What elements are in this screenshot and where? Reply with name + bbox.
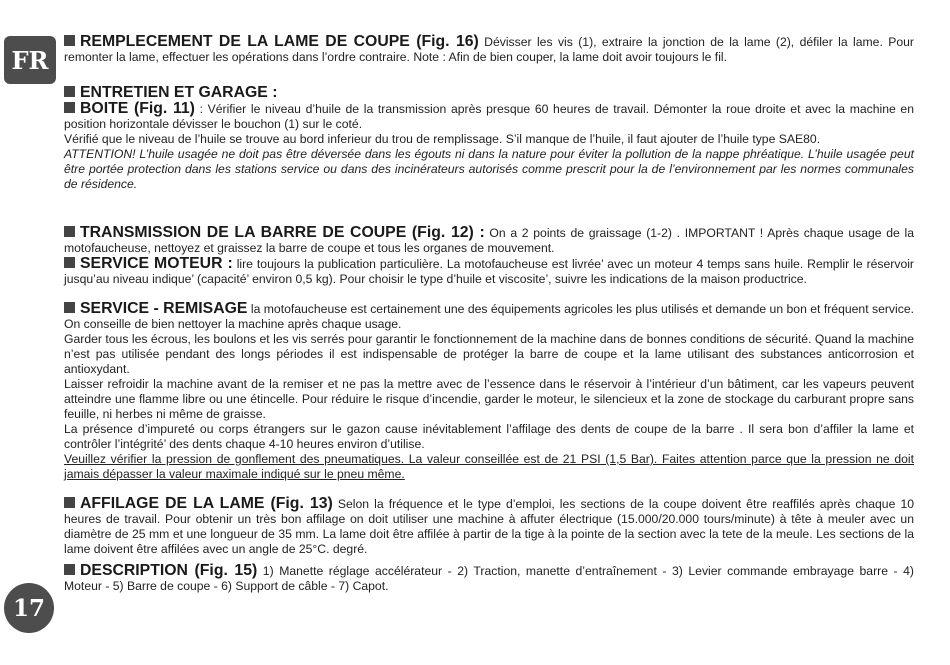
section-heading: SERVICE MOTEUR :	[80, 255, 233, 272]
section-entretien	[64, 85, 914, 192]
section-affilage	[64, 496, 914, 557]
section-heading: ENTRETIEN ET GARAGE :	[80, 84, 278, 101]
bullet-square-icon	[64, 497, 75, 508]
section-text: : Vérifier le niveau d’huile de la transmission après presque 60 heures de travail. Démonter la roue droite et avec la machine en position horizontale dévisser le bouchon (1) sur le coté.	[64, 102, 914, 131]
section-remisage	[64, 301, 914, 482]
section-remplacement	[64, 34, 914, 65]
section-text: Laisser refroidir la machine avant de la remiser et ne pas la mettre avec de l’essence dans le réservoir à l’intérieur d’un bâtiment, car les vapeurs peuvent atteindre une flamme libre ou une étincelle. Pour réduire le risque d’incendie, garder le moteur, le silencieux et la zone de stockage du carburant propre sans feuille, ni herbes ni même de graisse.	[64, 377, 914, 421]
bullet-square-icon	[64, 564, 75, 575]
section-text: Selon la fréquence et le type d’emploi, les sections de la coupe doivent être reaffilés après chaque 10 heures de travail. Pour obtenir un très bon affilage on doit utiliser une machine à affuter électrique (15.000/20.000 tours/minute) à tête à meuler avec un diamètre de 25 mm et une longueur de 35 mm. La lame doit être affilée à partir de la tige à la pointe de la section avec la tete de la meule. Les sections de la lame doivent être affilées avec un angle de 25°C. degré.	[64, 497, 915, 556]
section-text: On a 2 points de graissage (1-2) . IMPORTANT ! Après chaque usage de la motofaucheuse, nettoyez et graissez la barre de coupe et tous les organes de mouvement.	[64, 226, 914, 255]
section-description	[64, 563, 914, 594]
section-transmission	[64, 225, 914, 287]
bullet-square-icon	[64, 35, 75, 46]
section-heading: SERVICE - REMISAGE	[80, 300, 248, 317]
section-heading: BOITE (Fig. 11)	[80, 100, 195, 117]
bullet-square-icon	[64, 257, 75, 268]
bullet-square-icon	[64, 302, 75, 313]
warning-text: ATTENTION! L’huile usagée ne doit pas être déversée dans les égouts ni dans la nature pour éviter la pollution de la nappe phréatique. L’huile usagée peut être portée protection dans les stations service ou dans des incinérateurs autorisés comme prescrit pour la de l’environnement par les normes communales de résidence.	[64, 147, 914, 191]
section-text: lire toujours la publication particulière. La motofaucheuse est livrée’ avec un moteur 4 temps sans huile. Remplir le réservoir jusqu’au niveau indique’ (capacité’ environ 0,5 kg). Pour choisir le type d’huile et viscosite’, suivre les indications de la maison productrice.	[64, 257, 914, 286]
language-tab: FR	[4, 36, 56, 84]
section-text: La présence d’impureté ou corps étrangers sur le gazon cause inévitablement l’affilage des dents de coupe de la barre . Il sera bon d’affiler la lame et contrôler l’intégrité’ des dents chaque 4-10 heures environ d’utilise.	[64, 422, 914, 451]
section-text: 1) Manette réglage accélérateur - 2) Traction, manette d’entraînement - 3) Levier commande embrayage barre - 4) Moteur - 5) Barre de coupe - 6) Support de câble - 7) Capot.	[64, 564, 914, 593]
section-heading: AFFILAGE DE LA LAME (Fig. 13)	[80, 495, 333, 512]
page-number: 17	[4, 583, 54, 633]
section-text: Dévisser les vis (1), extraire la jonction de la lame (2), défiler la lame. Pour remonter la lame, effectuer les opérations dans l’ordre contraire. Note : Afin de bien couper, la lame doit avoir toujours le fil.	[64, 35, 914, 64]
section-text: Vérifié que le niveau de l’huile se trouve au bord inferieur du trou de remplissage. S’il manque de l’huile, il faut ajouter de l’huile type SAE80.	[64, 132, 821, 146]
section-text: Garder tous les écrous, les boulons et les vis serrés pour garantir le fonctionnement de la machine dans de bonnes conditions de sécurité. Quand la machine n’est pas utilisée pendant des longs périodes il est indispensable de protéger la barre de coupe et la lame utilisant des substances anticorrosion et antioxydant.	[64, 332, 914, 376]
section-heading: REMPLECEMENT DE LA LAME DE COUPE (Fig. 16)	[80, 33, 479, 50]
document-body	[64, 34, 914, 594]
section-heading: DESCRIPTION (Fig. 15)	[80, 562, 258, 579]
section-text: la motofaucheuse est certainement une des équipements agricoles les plus utilisés et demande un bon et fréquent service. On conseille de bien nettoyer la machine après chaque usage.	[64, 302, 914, 331]
section-heading: TRANSMISSION DE LA BARRE DE COUPE (Fig. 12) :	[80, 224, 485, 241]
bullet-square-icon	[64, 86, 75, 97]
tire-pressure-note: Veuillez vérifier la pression de gonflement des pneumatiques. La valeur conseillée est de 21 PSI (1,5 Bar). Faites attention parce que la pression ne doit jamais dépasser la valeur maximale indiqué sur le pneu même.	[64, 452, 914, 481]
bullet-square-icon	[64, 102, 75, 113]
bullet-square-icon	[64, 226, 75, 237]
